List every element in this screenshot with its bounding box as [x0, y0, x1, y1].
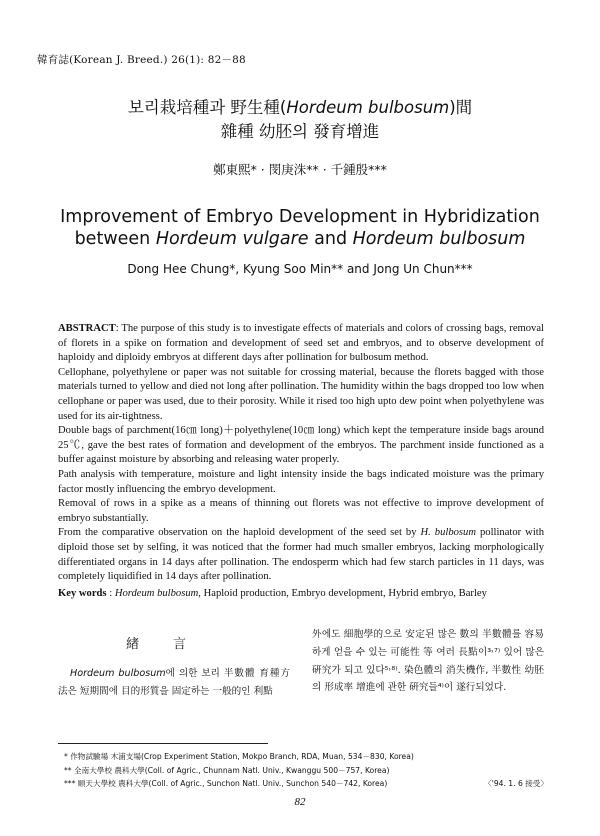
received-date: 〈'94. 1. 6 接受〉	[484, 779, 548, 788]
korean-title-line-1: 보리栽培種과 野生種(Hordeum bulbosum)間	[127, 98, 473, 117]
english-authors: Dong Hee Chung*, Kyung Soo Min** and Jong Un Chun***	[127, 262, 473, 276]
page-number: 82	[294, 796, 306, 808]
footnote-2: ** 全南大學校 農科大學(Coll. of Agric., Chunnam Natl. Univ., Kwanggu 500－757, Korea)	[64, 765, 390, 775]
footnote-divider	[58, 743, 268, 744]
footnote-3: *** 順天大學校 農科大學(Coll. of Agric., Sunchon Natl. Univ., Sunchon 540－742, Korea) 〈'94. 1. 6 接受〉	[64, 777, 548, 791]
abstract-paragraph-5: Removal of rows in a spike as a means of thinning out florets was not effective to improve development of embryo substantially.	[58, 498, 544, 524]
english-title-line-1: Improvement of Embryo Development in Hybridization	[60, 207, 540, 227]
keywords-label: Key words	[58, 588, 107, 599]
korean-title-line-2: 雜種 幼胚의 發育增進	[220, 122, 380, 141]
abstract-paragraph-4: Path analysis with temperature, moisture and light intensity inside the bags indicated moisture was the primary factor mostly influencing the embryo development.	[58, 468, 544, 495]
abstract-paragraph-2: Cellophane, polyethylene or paper was not suitable for crossing material, because the florets bagged with those materials turned to yellow and died not long after pollination. The humidity within the bags dropped too low when cellophane or paper was used, due to their porosity. While it rised too high upto dew point when polyethylene was used for its air-tightness.	[58, 366, 544, 422]
introduction-right-column: 外에도 細胞學的으로 安定된 많은 數의 半數體를 容易하게 얻을 수 있는 可能性 等 여러 長點이³˒⁷⁾ 있어 많은 硏究가 되고 있다⁵˒⁸⁾. 染色體의 消失機作, 半數性 幼胚의 形成率 增進에 관한 硏究들⁴⁾이 遂行되었다.	[312, 629, 544, 694]
english-title-line-2: between Hordeum vulgare and Hordeum bulbosum	[74, 229, 526, 249]
abstract-label: ABSTRACT	[58, 323, 116, 334]
introduction-left-column: Hordeum bulbosum에 의한 보리 半數體 育種方法은 短期間에 目的形質을 固定하는 一般的인 利點	[58, 668, 290, 697]
journal-reference: 韓育誌(Korean J. Breed.) 26(1): 82－88	[37, 54, 246, 66]
abstract-paragraph-1: ABSTRACT: The purpose of this study is to investigate effects of materials and colors of crossing bags, removal of florets in a spike on formation and development of seed set and embryos, and to observe development of haploidy and diploidy embryos at different days after pollination for bulbosum method.	[58, 323, 544, 364]
footnote-1: * 作物試驗場 木浦支場(Crop Experiment Station, Mokpo Branch, RDA, Muan, 534－830, Korea)	[64, 752, 414, 761]
korean-authors: 鄭東熙* · 閔庚洙** · 千鍾殷***	[213, 162, 387, 177]
footnotes	[64, 750, 548, 791]
section-heading-introduction: 緖言	[125, 637, 220, 652]
abstract-paragraph-6: From the comparative observation on the haploid development of the seed set by H. bulbosum pollinator with diploid those set by selfing, it was noticed that the former had much smaller embryos, lacking morphologically differentiated organs in 14 days after pollination. The endosperm which had few starch particles in 11 days, was completely liquidified in 14 days after pollination.	[58, 527, 544, 583]
keywords: Key words : Hordeum bulbosum, Haploid production, Embryo development, Hybrid embryo, Barley	[58, 588, 487, 599]
abstract	[58, 322, 544, 585]
abstract-paragraph-3: Double bags of parchment(16㎝ long)＋polyethylene(10㎝ long) which kept the temperature inside bags around 25℃, gave the best rates of formation and development of the embryos. The parchment inside functioned as a buffer against moisture by absorbing and releasing water properly.	[58, 425, 544, 466]
